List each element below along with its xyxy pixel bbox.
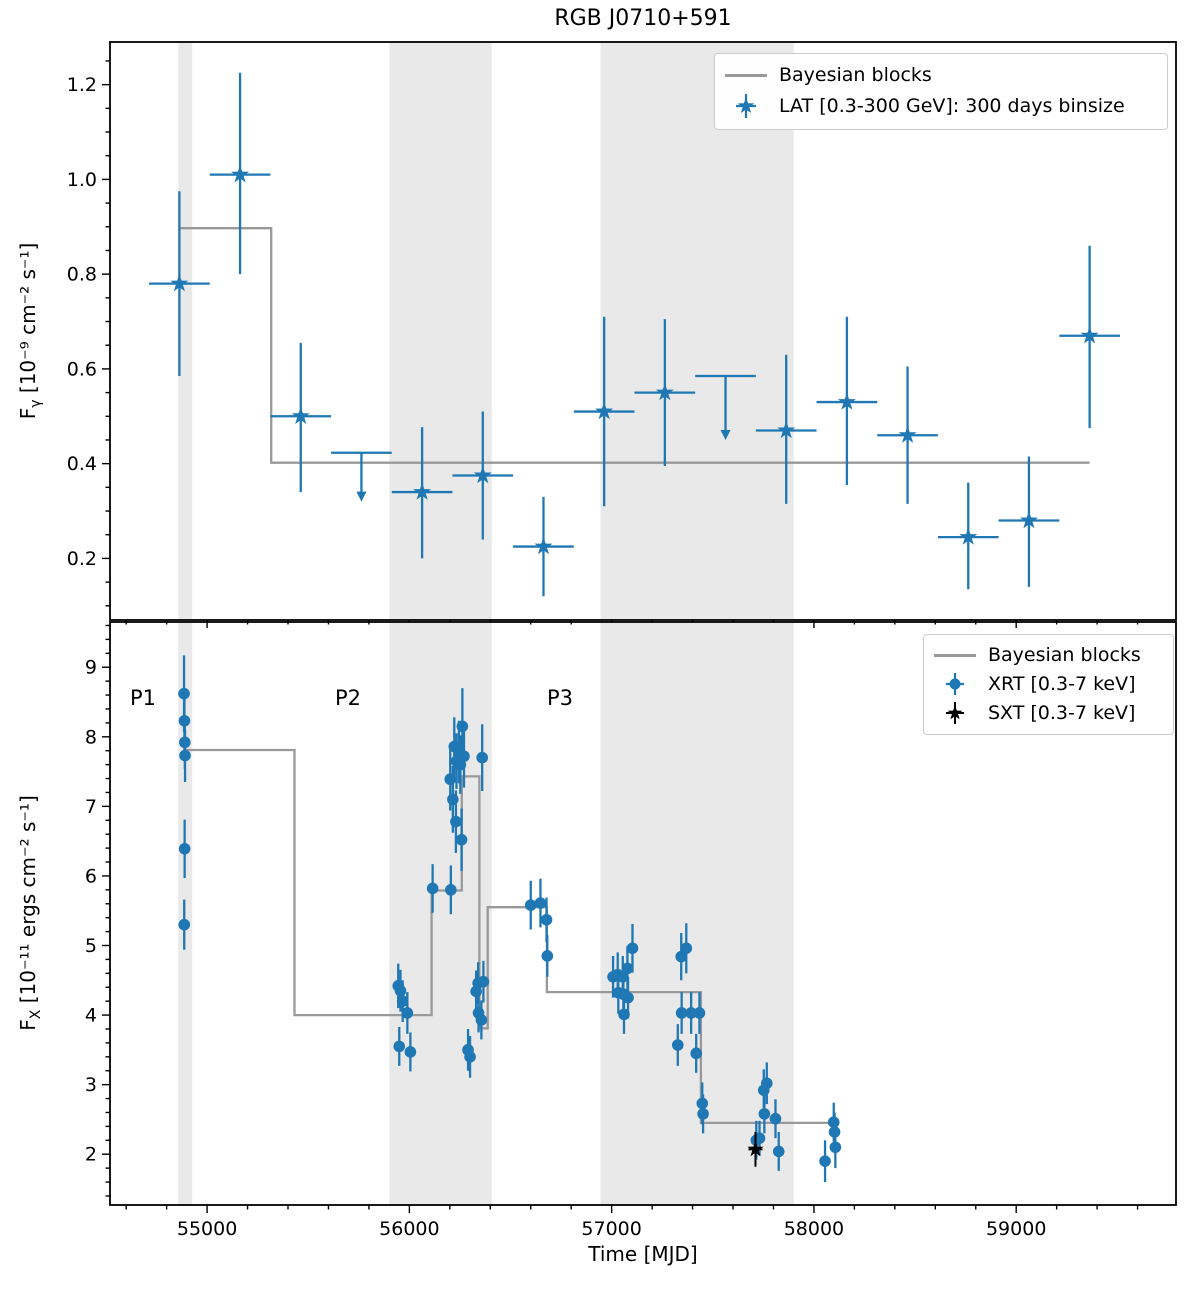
xrt-data-point bbox=[179, 750, 191, 762]
xrt-data-point bbox=[457, 721, 469, 733]
legend-label: XRT [0.3-7 keV] bbox=[988, 672, 1136, 695]
svg-text:56000: 56000 bbox=[379, 1218, 440, 1240]
svg-text:0.2: 0.2 bbox=[66, 547, 97, 570]
xrt-data-point bbox=[541, 914, 553, 926]
gray-line-icon bbox=[725, 74, 767, 77]
star-icon bbox=[725, 93, 767, 119]
legend-label: Bayesian blocks bbox=[779, 64, 932, 87]
xrt-data-point bbox=[542, 950, 554, 962]
svg-text:4: 4 bbox=[84, 1004, 97, 1027]
legend-label: LAT [0.3-300 GeV]: 300 days binsize bbox=[779, 94, 1125, 117]
xrt-data-point bbox=[690, 1048, 702, 1060]
axis-label-text: F bbox=[16, 407, 40, 420]
xrt-data-point bbox=[476, 1014, 488, 1026]
svg-text:5: 5 bbox=[84, 935, 97, 958]
axis-label-subscript: X bbox=[28, 1009, 44, 1020]
xrt-data-point bbox=[830, 1141, 842, 1153]
xrt-data-point bbox=[405, 1046, 417, 1058]
xrt-data-point bbox=[178, 919, 190, 931]
xray-flux-axis-label bbox=[16, 795, 44, 1031]
shaded-period-band bbox=[389, 622, 491, 1205]
xrt-data-point bbox=[770, 1113, 782, 1125]
legend-item-sxt bbox=[934, 701, 1163, 725]
xrt-data-point bbox=[819, 1155, 831, 1167]
xrt-data-point bbox=[456, 834, 468, 846]
axis-label-units: [10⁻⁹ cm⁻² s⁻¹] bbox=[16, 242, 40, 400]
xrt-data-point bbox=[535, 897, 547, 909]
svg-text:9: 9 bbox=[84, 656, 97, 679]
svg-text:0.4: 0.4 bbox=[66, 453, 97, 476]
black-star-icon bbox=[934, 701, 976, 725]
xrt-data-point bbox=[458, 750, 470, 762]
xrt-data-point bbox=[427, 883, 439, 895]
xrt-data-point bbox=[672, 1039, 684, 1051]
svg-text:55000: 55000 bbox=[176, 1218, 238, 1240]
axis-label-text: F bbox=[16, 1019, 40, 1031]
svg-text:2: 2 bbox=[84, 1143, 97, 1166]
legend-label: Bayesian blocks bbox=[988, 644, 1141, 667]
gamma-flux-axis-label bbox=[16, 243, 44, 420]
xrt-data-point bbox=[525, 899, 537, 911]
svg-text:0.6: 0.6 bbox=[66, 358, 97, 381]
xrt-data-point bbox=[445, 884, 457, 896]
xrt-data-point bbox=[478, 976, 490, 988]
svg-text:1.2: 1.2 bbox=[66, 74, 97, 97]
legend-item-xrt bbox=[934, 672, 1163, 696]
legend-item-lat bbox=[725, 93, 1157, 119]
xrt-data-point bbox=[761, 1077, 773, 1089]
svg-text:0.8: 0.8 bbox=[66, 263, 97, 286]
xrt-data-point bbox=[395, 985, 407, 997]
xrt-data-point bbox=[627, 942, 639, 954]
xrt-data-point bbox=[622, 992, 634, 1004]
svg-text:1.0: 1.0 bbox=[66, 168, 97, 191]
period-annotation-p2: P2 bbox=[334, 686, 362, 710]
upper-limit-arrow-icon bbox=[356, 492, 366, 502]
svg-text:6: 6 bbox=[84, 865, 97, 888]
legend-label: SXT [0.3-7 keV] bbox=[988, 701, 1136, 724]
xrt-data-point bbox=[476, 752, 488, 764]
xrt-data-point bbox=[697, 1108, 709, 1120]
xrt-data-point bbox=[694, 1007, 706, 1019]
xrt-data-point bbox=[179, 843, 191, 855]
svg-text:59000: 59000 bbox=[985, 1218, 1047, 1240]
tick-labels bbox=[67, 74, 97, 570]
xrt-data-point bbox=[464, 1051, 476, 1063]
xray-panel-legend bbox=[923, 634, 1174, 735]
gamma-panel-legend bbox=[714, 53, 1168, 130]
xrt-data-point bbox=[402, 1007, 414, 1019]
xrt-data-point bbox=[759, 1108, 771, 1120]
time-axis-label: Time [MJD] bbox=[588, 1242, 698, 1266]
period-annotation-p1: P1 bbox=[129, 686, 157, 710]
svg-text:57000: 57000 bbox=[581, 1218, 642, 1240]
legend-item-bayesian-blocks bbox=[934, 644, 1163, 666]
axis-label-units: [10⁻¹¹ ergs cm⁻² s⁻¹] bbox=[16, 795, 40, 1010]
shaded-period-band bbox=[389, 42, 491, 620]
period-annotation-p3: P3 bbox=[546, 686, 574, 710]
xrt-data-point bbox=[773, 1146, 785, 1158]
tick-labels bbox=[85, 657, 1047, 1240]
svg-text:7: 7 bbox=[84, 795, 97, 818]
xrt-data-point bbox=[450, 816, 462, 828]
xrt-data-point bbox=[680, 942, 692, 954]
figure-title: RGB J0710+591 bbox=[554, 6, 732, 31]
svg-text:3: 3 bbox=[84, 1074, 97, 1097]
xrt-data-point bbox=[393, 1041, 405, 1053]
legend-item-bayesian-blocks bbox=[725, 64, 1157, 86]
gray-line-icon bbox=[934, 654, 976, 657]
svg-text:8: 8 bbox=[84, 726, 97, 749]
axis-label-subscript: γ bbox=[28, 399, 44, 408]
svg-text:58000: 58000 bbox=[783, 1218, 845, 1240]
circle-icon bbox=[934, 672, 976, 696]
